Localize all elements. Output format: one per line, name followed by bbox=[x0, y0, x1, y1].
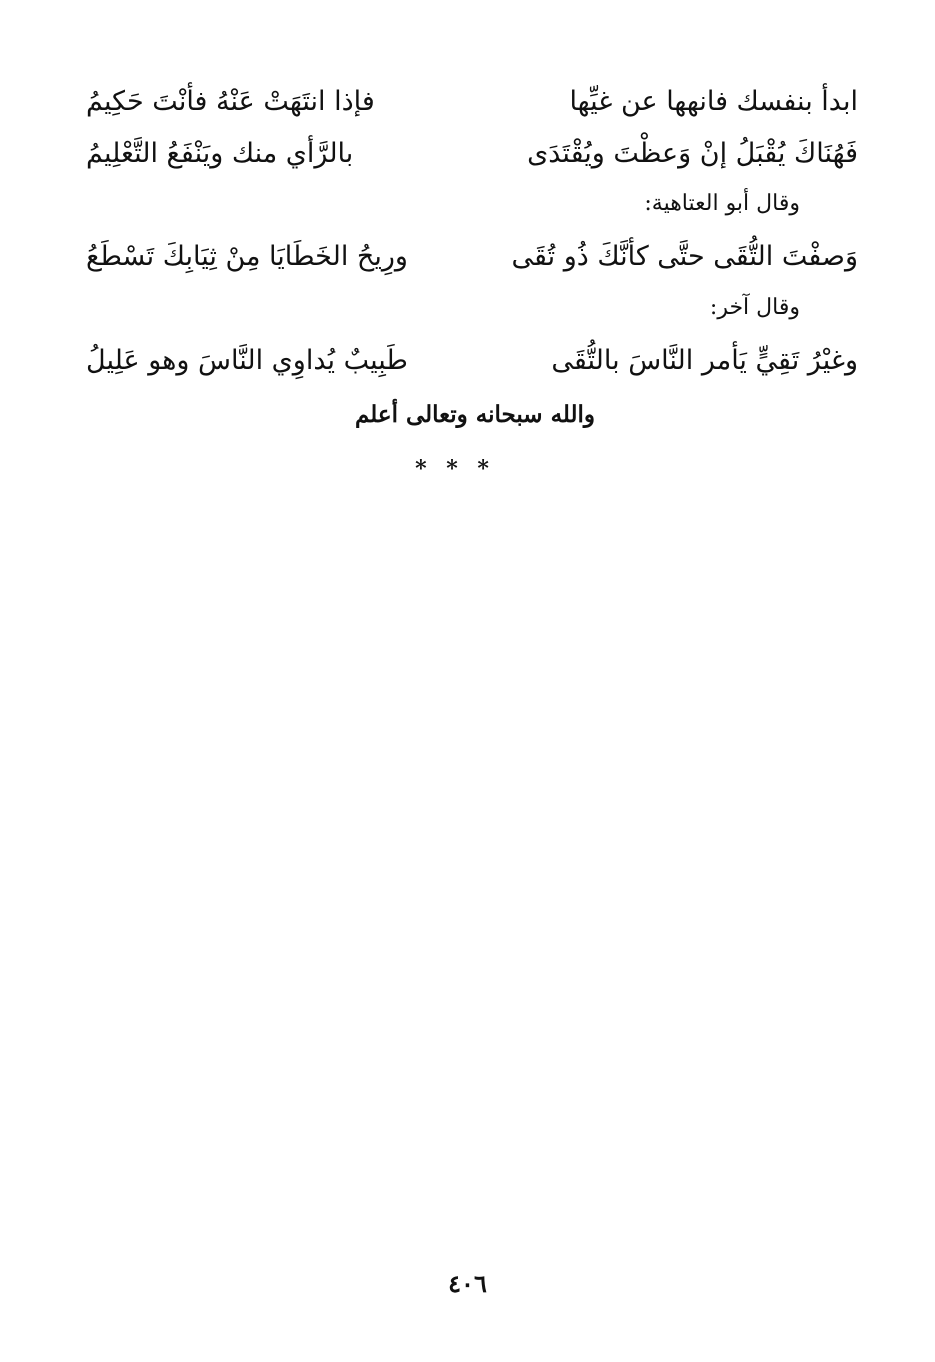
closing-phrase: والله سبحانه وتعالى أعلم bbox=[354, 401, 596, 428]
poet-intro-abu-al-atahiya: وقال أبو العتاهية: bbox=[644, 191, 800, 216]
verse-3 bbox=[86, 237, 858, 281]
verse-4 bbox=[86, 341, 858, 385]
verse-4-second-hemistich: طَبِيبٌ يُداوِي النَّاسَ وهو عَلِيلُ bbox=[86, 345, 408, 376]
verse-2 bbox=[86, 134, 858, 178]
verse-1 bbox=[86, 82, 858, 126]
page-number: ٤٠٦ bbox=[448, 1269, 487, 1298]
section-ornament: * * * bbox=[415, 456, 495, 482]
poet-intro-another: وقال آخر: bbox=[709, 295, 800, 320]
verse-3-second-hemistich: ورِيحُ الخَطَايَا مِنْ ثِيَابِكَ تَسْطَعُ bbox=[86, 241, 408, 272]
verse-2-second-hemistich: بالرَّأي منك ويَنْفَعُ التَّعْلِيمُ bbox=[86, 138, 354, 169]
verse-3-first-hemistich: وَصفْتَ التُّقَى حتَّى كأنَّكَ ذُو تُقَى bbox=[511, 241, 858, 272]
verse-4-first-hemistich: وغيْرُ تَقِيٍّ يَأمر النَّاسَ بالتُّقَى bbox=[551, 345, 858, 376]
verse-2-first-hemistich: فَهُنَاكَ يُقْبَلُ إنْ وَعظْتَ ويُقْتَدَى bbox=[527, 138, 858, 169]
verse-1-first-hemistich: ابدأ بنفسك فانهها عن غيِّها bbox=[569, 86, 858, 117]
verse-1-second-hemistich: فإذا انتَهَتْ عَنْهُ فأنْتَ حَكِيمُ bbox=[86, 86, 375, 117]
